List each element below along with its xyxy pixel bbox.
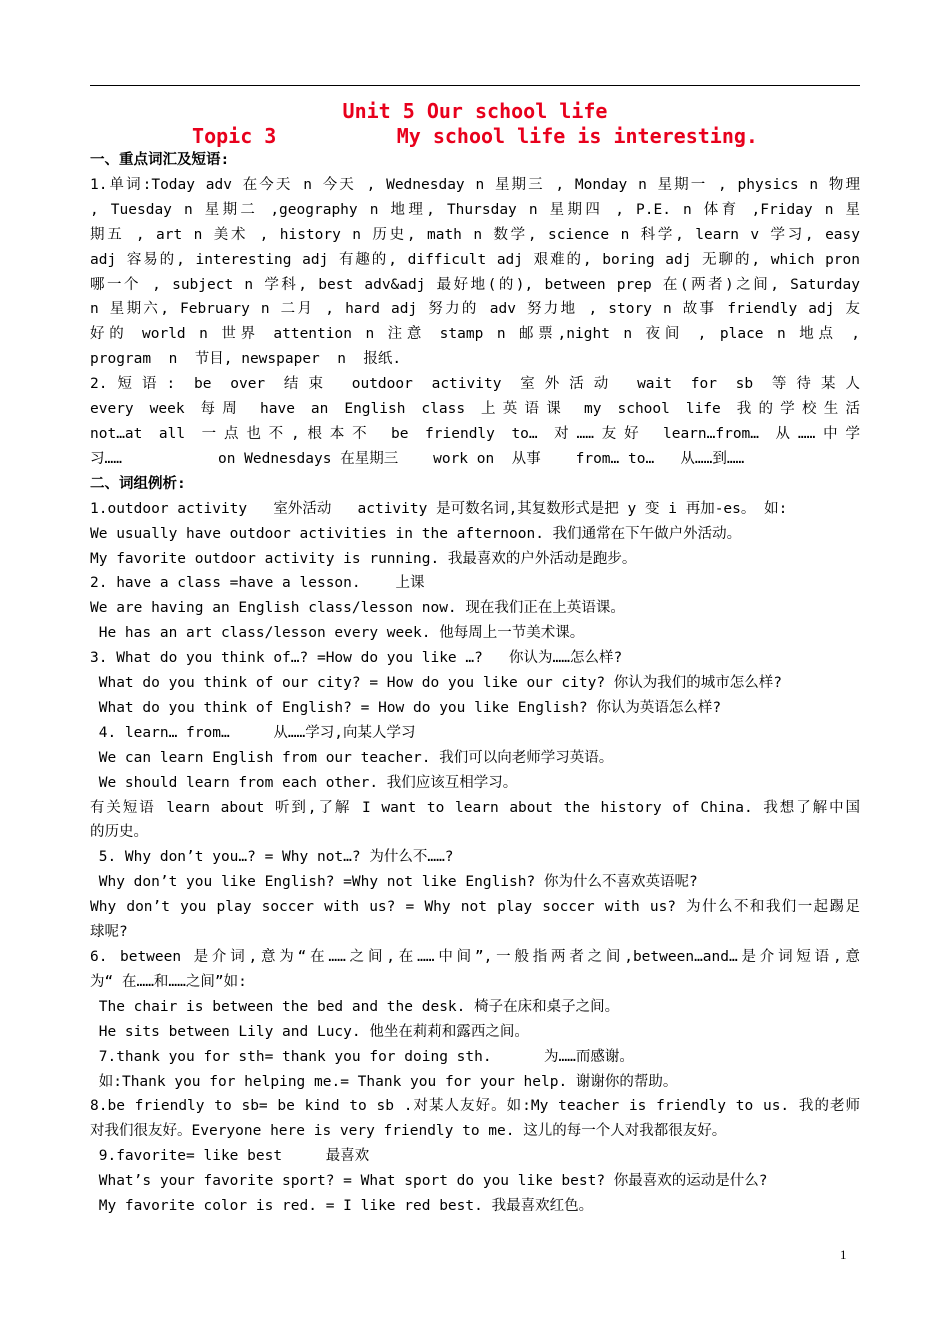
text-line: 7.thank you for sth= thank you for doing sth. 为……而感谢。	[90, 1048, 634, 1065]
text-line: 1.outdoor activity 室外活动 activity 是可数名词,其复数形式是把 y 变 i 再加-es。 如:	[90, 500, 788, 517]
section-heading: 一、重点词汇及短语:	[90, 152, 230, 168]
text-line: He sits between Lily and Lucy. 他坐在莉莉和露西之间。	[90, 1023, 529, 1040]
text-line: 1.单词:Today adv 在今天 n 今天 , Wednesday n 星期三 , Monday n 星期一 , physics n 物理	[90, 176, 860, 193]
text-line: 为“ 在……和……之间”如:	[90, 973, 247, 990]
text-line: What do you think of English? = How do you like English? 你认为英语怎么样?	[90, 699, 722, 716]
text-line: My favorite outdoor activity is running. 我最喜欢的户外活动是跑步。	[90, 550, 637, 567]
topic-title: Topic 3 My school life is interesting.	[192, 124, 758, 148]
text-line: The chair is between the bed and the desk. 椅子在床和桌子之间。	[90, 998, 620, 1015]
text-line: What do you think of our city? = How do you like our city? 你认为我们的城市怎么样?	[90, 675, 783, 692]
text-line: 习…… on Wednesdays 在星期三 work on 从事 from… to… 从……到……	[90, 450, 745, 467]
text-line: 有关短语 learn about 听到,了解 I want to learn about the history of China. 我想了解中国	[90, 799, 860, 816]
unit-title: Unit 5 Our school life	[342, 99, 608, 123]
text-line: n 星期六, February n 二月 , hard adj 努力的 adv 努力地 , story n 故事 friendly adj 友	[90, 301, 860, 318]
text-line: , Tuesday n 星期二 ,geography n 地理, Thursday n 星期四 , P.E. n 体育 ,Friday n 星	[90, 201, 860, 218]
text-line: 的历史。	[90, 824, 148, 841]
text-line: We can learn English from our teacher. 我们可以向老师学习英语。	[90, 749, 614, 766]
text-line: 8.be friendly to sb= be kind to sb .对某人友好。如:My teacher is friendly to us. 我的老师	[90, 1098, 860, 1115]
document-body	[90, 148, 860, 1219]
text-line: not…at all 一点也不,根本不 be friendly to… 对……友好 learn…from… 从……中学	[90, 425, 860, 442]
text-line: 3. What do you think of…? =How do you like …? 你认为……怎么样?	[90, 650, 623, 667]
text-line: 5. Why don’t you…? = Why not…? 为什么不……?	[90, 849, 454, 866]
text-line: 4. learn… from… 从……学习,向某人学习	[90, 724, 416, 741]
text-line: We are having an English class/lesson now. 现在我们正在上英语课。	[90, 600, 625, 617]
text-line: 6. between 是介词,意为“在……之间,在……中间”,一般指两者之间,between…and…是介词短语,意	[90, 949, 860, 965]
text-line: He has an art class/lesson every week. 他每周上一节美术课。	[90, 625, 585, 642]
text-line: Why don’t you like English? =Why not like English? 你为什么不喜欢英语呢?	[90, 874, 698, 891]
text-line: 期五 , art n 美术 , history n 历史, math n 数学, science n 科学, learn v 学习, easy	[90, 226, 860, 243]
text-line: 哪一个 , subject n 学科, best adv&adj 最好地(的), between prep 在(两者)之间, Saturday	[90, 276, 860, 293]
text-line: We usually have outdoor activities in the afternoon. 我们通常在下午做户外活动。	[90, 525, 742, 542]
text-line: 9.favorite= like best 最喜欢	[90, 1148, 370, 1165]
text-line: We should learn from each other. 我们应该互相学习。	[90, 774, 518, 791]
text-line: 好的 world n 世界 attention n 注意 stamp n 邮票,night n 夜间 , place n 地点 ,	[90, 326, 860, 343]
text-line: 2.短语: be over 结束 outdoor activity 室外活动 wait for sb 等待某人	[90, 376, 860, 393]
text-line: 2. have a class =have a lesson. 上课	[90, 575, 425, 592]
text-line: What’s your favorite sport? = What sport do you like best? 你最喜欢的运动是什么?	[90, 1173, 768, 1190]
section-heading: 二、词组例析:	[90, 475, 186, 492]
page-number: 1	[840, 1247, 847, 1262]
text-line: 对我们很友好。Everyone here is very friendly to me. 这儿的每一个人对我都很友好。	[90, 1123, 727, 1140]
text-line: My favorite color is red. = I like red best. 我最喜欢红色。	[90, 1198, 594, 1215]
text-line: 如:Thank you for helping me.= Thank you for your help. 谢谢你的帮助。	[90, 1073, 678, 1090]
text-line: adj 容易的, interesting adj 有趣的, difficult adj 艰难的, boring adj 无聊的, which pron	[90, 251, 860, 268]
text-line: Why don’t you play soccer with us? = Why not play soccer with us? 为什么不和我们一起踢足	[90, 899, 860, 916]
text-line: every week 每周 have an English class 上英语课 my school life 我的学校生活	[90, 401, 860, 418]
header-rule	[90, 85, 860, 86]
text-line: program n 节目, newspaper n 报纸.	[90, 351, 402, 368]
text-line: 球呢?	[90, 924, 128, 941]
